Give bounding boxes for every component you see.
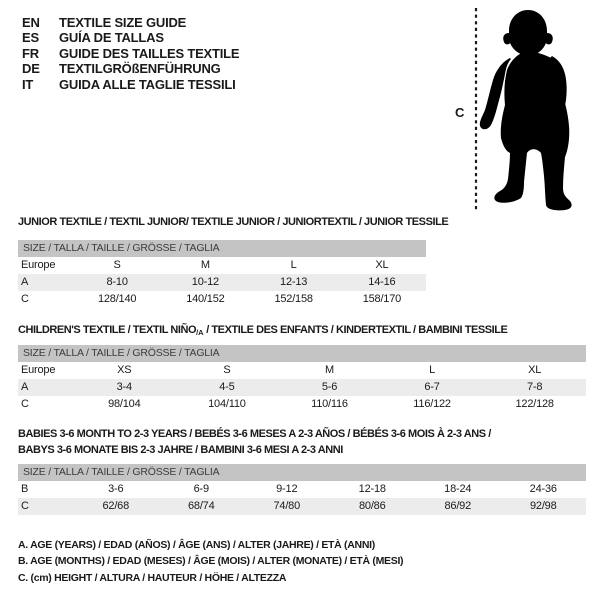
- size-value: 152/158: [274, 293, 313, 305]
- row-label: A: [21, 276, 29, 288]
- size-value: M: [200, 259, 210, 271]
- size-value: 7-8: [527, 381, 543, 393]
- size-row: [18, 274, 426, 291]
- size-table: [18, 345, 586, 413]
- size-value: 9-12: [276, 483, 298, 495]
- table-title: [18, 427, 491, 458]
- size-value: S: [113, 259, 121, 271]
- language-code: FR: [22, 45, 39, 61]
- size-table: [18, 464, 586, 515]
- size-value: M: [325, 364, 334, 376]
- table-title: [18, 215, 448, 231]
- row-label: Europe: [21, 259, 56, 271]
- size-value: 5-6: [321, 381, 338, 393]
- language-label: GUIDE DES TAILLES TEXTILE: [59, 45, 240, 61]
- table-title-line: [18, 323, 507, 341]
- size-value: 12-18: [358, 483, 386, 495]
- figure-height-label: C: [455, 105, 465, 120]
- row-label: Europe: [21, 364, 56, 376]
- size-row: [18, 362, 586, 379]
- table-title-line: [18, 427, 491, 443]
- table-title-text: BABYS 3-6 MONATE BIS 2-3 JAHRE / BAMBINI 3-6 MESI A 2-3 ANNI: [18, 443, 343, 456]
- size-value: XS: [117, 364, 132, 376]
- language-label: TEXTILGRÖßENFÜHRUNG: [59, 61, 221, 77]
- size-table: [18, 240, 426, 308]
- size-value: 110/116: [311, 398, 348, 410]
- size-row: [18, 498, 586, 515]
- size-row: [18, 291, 426, 308]
- row-label: A: [21, 381, 29, 393]
- footnote: B. AGE (MONTHS) / EDAD (MESES) / ÂGE (MOIS) / ALTER (MONATE) / ETÀ (MESI): [18, 555, 404, 568]
- size-value: 68/74: [187, 500, 215, 512]
- size-value: XL: [528, 364, 542, 376]
- row-label: C: [21, 293, 29, 305]
- size-header-bar: SIZE / TALLA / TAILLE / GRÖSSE / TAGLIA: [18, 464, 586, 481]
- row-label: C: [21, 398, 29, 410]
- language-row: [22, 30, 239, 45]
- size-value: 6-9: [193, 483, 209, 495]
- size-value: 6-7: [424, 381, 440, 393]
- row-label: C: [21, 500, 29, 512]
- language-title-list: [22, 15, 239, 92]
- size-value: 10-12: [191, 276, 219, 288]
- size-value: 128/140: [97, 293, 137, 305]
- language-row: [22, 15, 239, 30]
- language-row: [22, 77, 239, 92]
- size-value: 18-24: [444, 483, 472, 495]
- size-value: 86/92: [444, 500, 472, 512]
- size-value: 14-16: [368, 276, 396, 288]
- size-value: 116/122: [413, 398, 451, 410]
- baby-figure: [442, 0, 600, 220]
- size-value: 12-13: [280, 276, 308, 288]
- size-value: 62/68: [102, 500, 130, 512]
- language-label: TEXTILE SIZE GUIDE: [59, 15, 187, 30]
- language-label: GUIDA ALLE TAGLIE TESSILI: [59, 76, 236, 92]
- size-row: [18, 481, 586, 498]
- size-value: S: [223, 364, 231, 376]
- size-value: 4-5: [219, 381, 235, 393]
- size-value: 3-6: [108, 483, 124, 495]
- table-title-line: [18, 443, 491, 459]
- size-value: 98/104: [108, 398, 141, 410]
- table-title-text: / TEXTILE DES ENFANTS / KINDERTEXTIL / BAMBINI TESSILE: [203, 324, 508, 336]
- table-title-text: CHILDREN'S TEXTILE / TEXTIL NIÑO: [18, 324, 197, 336]
- size-row: [18, 257, 426, 274]
- language-code: ES: [22, 30, 39, 46]
- size-row: [18, 379, 586, 396]
- size-value: 92/98: [529, 500, 557, 512]
- language-label: GUÍA DE TALLAS: [59, 30, 164, 46]
- size-value: 3-4: [116, 381, 132, 393]
- language-row: [22, 46, 239, 61]
- footnote: C. (cm) HEIGHT / ALTURA / HAUTEUR / HÖHE / ALTEZZA: [18, 571, 287, 584]
- footnote: A. AGE (YEARS) / EDAD (AÑOS) / ÂGE (ANS) / ALTER (JAHRE) / ETÀ (ANNI): [18, 539, 375, 551]
- size-value: 104/110: [208, 398, 246, 410]
- table-title-text: BABIES 3-6 MONTH TO 2-3 YEARS / BEBÉS 3-6 MESES A 2-3 AÑOS / BÉBÉS 3-6 MOIS À 2-3 ANS /: [18, 428, 491, 440]
- language-code: DE: [22, 61, 40, 77]
- size-value: 80/86: [358, 500, 386, 512]
- size-value: 8-10: [106, 276, 128, 288]
- footnotes: [18, 537, 403, 586]
- size-value: 74/80: [273, 500, 301, 512]
- baby-silhouette-icon: [480, 10, 572, 210]
- row-label: B: [21, 483, 29, 495]
- size-value: L: [290, 259, 297, 271]
- size-value: 140/152: [186, 293, 225, 305]
- size-header-bar: SIZE / TALLA / TAILLE / GRÖSSE / TAGLIA: [18, 345, 586, 362]
- table-title-line: [18, 215, 448, 231]
- size-header-bar: SIZE / TALLA / TAILLE / GRÖSSE / TAGLIA: [18, 240, 426, 257]
- size-row: [18, 396, 586, 413]
- table-title: [18, 323, 507, 341]
- language-code: EN: [22, 15, 40, 30]
- size-value: XL: [375, 259, 389, 271]
- language-row: [22, 61, 239, 76]
- language-code: IT: [22, 76, 34, 92]
- size-value: 24-36: [529, 483, 557, 495]
- size-value: 122/128: [515, 398, 554, 410]
- table-title-text: JUNIOR TEXTILE / TEXTIL JUNIOR/ TEXTILE JUNIOR / JUNIORTEXTIL / JUNIOR TESSILE: [18, 216, 449, 228]
- size-value: L: [429, 364, 436, 376]
- size-value: 158/170: [362, 293, 402, 305]
- table-title-text: /A: [196, 328, 204, 337]
